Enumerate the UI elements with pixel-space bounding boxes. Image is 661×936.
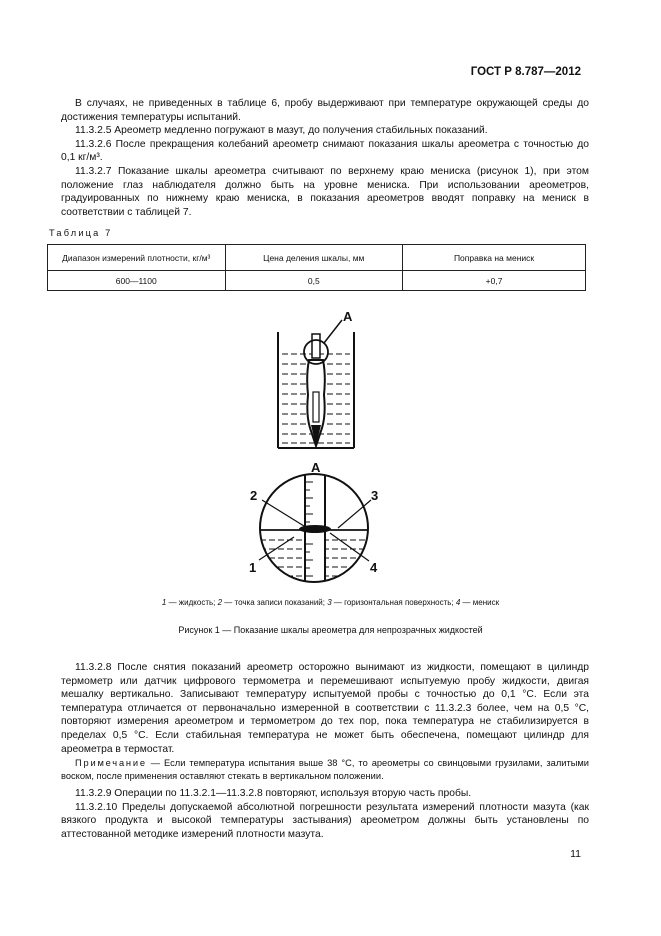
document-header: ГОСТ Р 8.787—2012 <box>470 66 581 78</box>
table-cell: +0,7 <box>403 271 586 291</box>
text-block-end <box>61 787 589 841</box>
figure-legend <box>0 598 661 607</box>
note-text: — Если температура испытания выше 38 °С, то ареометры со свинцовыми грузилами, залитыми воском, после применения оставляют стекать в вертикальном положении. <box>61 758 589 781</box>
legend-text: — горизонтальная поверхность; <box>331 598 456 607</box>
column-header: Диапазон измерений плотности, кг/м³ <box>48 245 226 271</box>
figure-caption: Рисунок 1 — Показание шкалы ареометра для непрозрачных жидкостей <box>178 625 483 635</box>
page-number: 11 <box>570 848 581 860</box>
paragraph: 11.3.2.9 Операции по 11.3.2.1—11.3.2.8 повторяют, используя вторую часть пробы. <box>75 788 472 799</box>
callout-2: 2 <box>250 488 258 503</box>
legend-number: 3 <box>327 598 332 607</box>
label-a-top: А <box>343 309 353 324</box>
callout-3: 3 <box>371 488 379 503</box>
text-block-bottom <box>61 661 589 756</box>
paragraph: 11.3.2.8 После снятия показаний ареометр осторожно вынимают из жидкости, помещают в цилиндр термометр или датчик цифрового термометра и перемешивают испытуемую пробу жидкости, двигая мешалку вертикально. Записывают температуру испытуемой пробы с точностью до 0,1 °С. Если эта температура отличается от первоначально измеренной в соответствии с 11.3.2.3 более, чем на 0,5 °С, повторяют измерения ареометром и термометром до тех пор, пока температура не стабилизируется в пределах 0,5 °С. Если стабильная температура не может быть обеспечена, помещают цилиндр для ареометра в термостат. <box>61 662 589 755</box>
note <box>61 757 589 783</box>
paragraph: В случаях, не приведенных в таблице 6, пробу выдерживают при температуре окружающей среды до достижения температуры испытаний. <box>61 98 589 123</box>
legend-number: 4 <box>455 598 461 607</box>
note-label: Примечание <box>75 758 147 768</box>
hydrometer-stem <box>312 334 320 358</box>
paragraph: 11.3.2.7 Показание шкалы ареометра считывают по верхнему краю мениска (рисунок 1), при этом положение глаз наблюдателя должно быть на уровне мениска. При использовании ареометров, градуированных по нижнему краю мениска, в показания ареометров вводят поправку на мениск в соответствии с таблицей 7. <box>61 165 589 218</box>
callout-1: 1 <box>249 560 257 575</box>
legend-text: — точка записи показаний; <box>222 598 328 607</box>
table-cell: 600—1100 <box>48 271 226 291</box>
paragraph: 11.3.2.10 Пределы допускаемой абсолютной погрешности результата измерений плотности мазута (как вязкого продукта и высокой температуры застывания) ареометром должны быть установлены по аттестованной методике измерений плотности мазута. <box>61 801 589 840</box>
legend-text: — мениск <box>460 598 500 607</box>
table-caption: Таблица 7 <box>49 228 113 238</box>
cylinder-drawing <box>278 309 354 448</box>
column-header: Цена деления шкалы, мм <box>225 245 403 271</box>
callout-4: 4 <box>370 560 378 575</box>
table-cell: 0,5 <box>225 271 403 291</box>
column-header: Поправка на мениск <box>403 245 586 271</box>
label-a-bottom: А <box>311 460 321 475</box>
legend-text: — жидкость; <box>166 598 218 607</box>
paragraph: 11.3.2.5 Ареометр медленно погружают в мазут, до получения стабильных показаний. <box>75 125 488 137</box>
detail-view-a <box>249 460 378 590</box>
paragraph: 11.3.2.6 После прекращения колебаний ареометр снимают показания шкалы ареометра с точностью до 0,1 кг/м³. <box>61 138 589 164</box>
legend-number: 1 <box>161 598 167 607</box>
legend-number: 2 <box>217 598 223 607</box>
